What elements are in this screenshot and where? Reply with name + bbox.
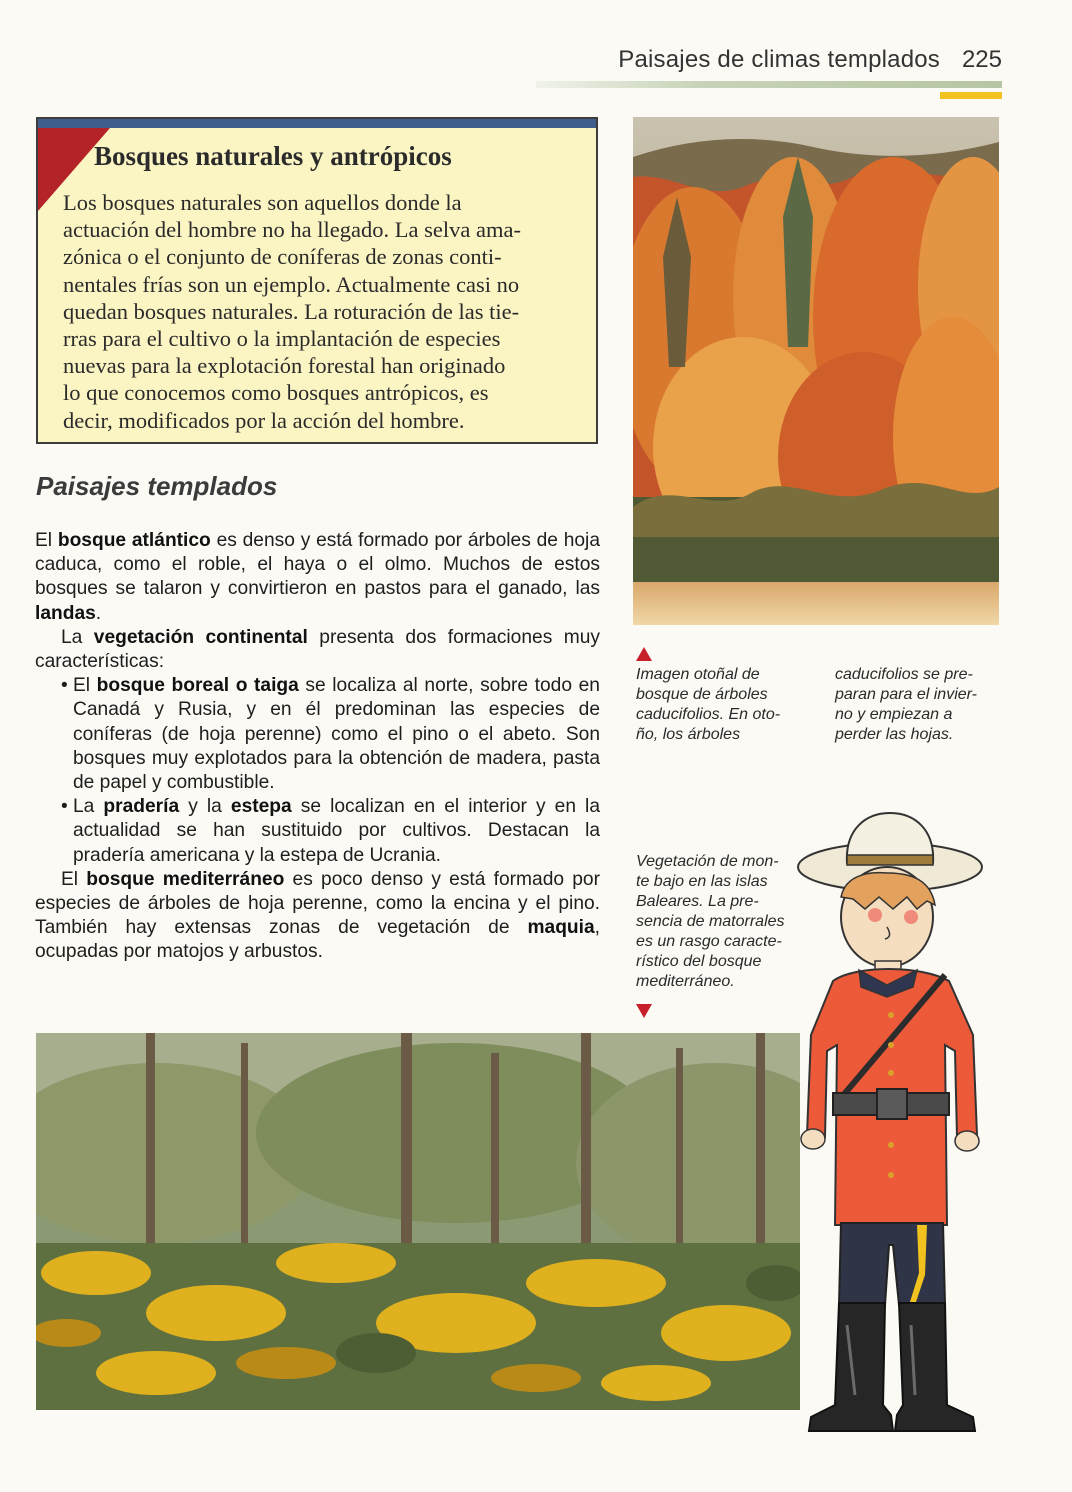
header-color-tab	[940, 92, 1002, 99]
paragraph-continental: La vegetación continental presenta dos formaciones muy características:	[35, 626, 600, 673]
box-line: actuación del hombre no ha llegado. La selva ama-	[63, 217, 521, 243]
baleares-caption: Vegetación de mon- te bajo en las islas Baleares. La pre- sencia de matorrales es un rasgo caracte- rístico del bosque mediterráneo.	[636, 853, 785, 990]
body-text	[35, 529, 600, 965]
info-box	[36, 117, 598, 444]
page-number: 225	[961, 46, 1002, 73]
autumn-caption-left: Imagen otoñal de bosque de árboles caducifolios. En oto- ño, los árboles	[636, 666, 781, 743]
info-box-text	[63, 189, 583, 434]
pointer-up-triangle	[636, 647, 652, 661]
box-line: lo que conocemos como bosques antrópicos, es	[63, 380, 489, 406]
mediterranean-scrub-photo	[36, 1033, 800, 1410]
box-line: nentales frías son un ejemplo. Actualmente casi no	[63, 271, 520, 297]
section-heading: Paisajes templados	[36, 471, 278, 501]
autumn-forest-photo	[633, 117, 999, 625]
bullet-dot: •	[61, 796, 68, 818]
box-line: rras para el cultivo o la implantación de especies	[63, 326, 501, 352]
info-box-top-bar	[38, 119, 596, 128]
bullet-dot: •	[61, 675, 68, 697]
box-line: nuevas para la explotación forestal han originado	[63, 353, 506, 379]
box-line: decir, modificados por la acción del hombre.	[63, 407, 465, 433]
box-line: quedan bosques naturales. La roturación de las tie-	[63, 298, 520, 324]
box-line: Los bosques naturales son aquellos donde la	[63, 190, 462, 215]
bullet-praderia: • La pradería y la estepa se localizan en el interior y en la actualidad se han sustituido por cultivos. Destacan la pradería americana y la estepa de Ucrania.	[61, 796, 600, 866]
box-line: zónica o el conjunto de coníferas de zonas conti-	[63, 244, 502, 270]
autumn-caption-right: caducifolios se pre- paran para el invier- no y empiezan a perder las hojas.	[835, 666, 978, 743]
header-rule	[536, 81, 1002, 88]
bullet-taiga: • El bosque boreal o taiga se localiza al norte, sobre todo en Canadá y Rusia, y en él predominan las especies de coníferas (de hoja perenne) como el pino o el abeto. Son bosques muy explotados para la obtención de madera, pasta de papel y combustible.	[61, 675, 600, 794]
paragraph-atlantic: El bosque atlántico es denso y está formado por árboles de hoja caduca, como el roble, el haya o el olmo. Muchos de estos bosques se talaron y convirtieron en pastos para el ganado, las landas.	[35, 530, 600, 624]
pointer-down-triangle	[636, 1004, 652, 1018]
info-box-title: Bosques naturales y antrópicos	[94, 141, 452, 171]
running-header: Paisajes de climas templados	[618, 46, 940, 73]
mountie-illustration	[795, 805, 1007, 1437]
paragraph-mediterranean: El bosque mediterráneo es poco denso y está formado por especies de árboles de hoja perenne, como la encina y el pino. También hay extensas zonas de vegetación de maquia, ocupadas por matojos y arbustos.	[35, 868, 600, 963]
